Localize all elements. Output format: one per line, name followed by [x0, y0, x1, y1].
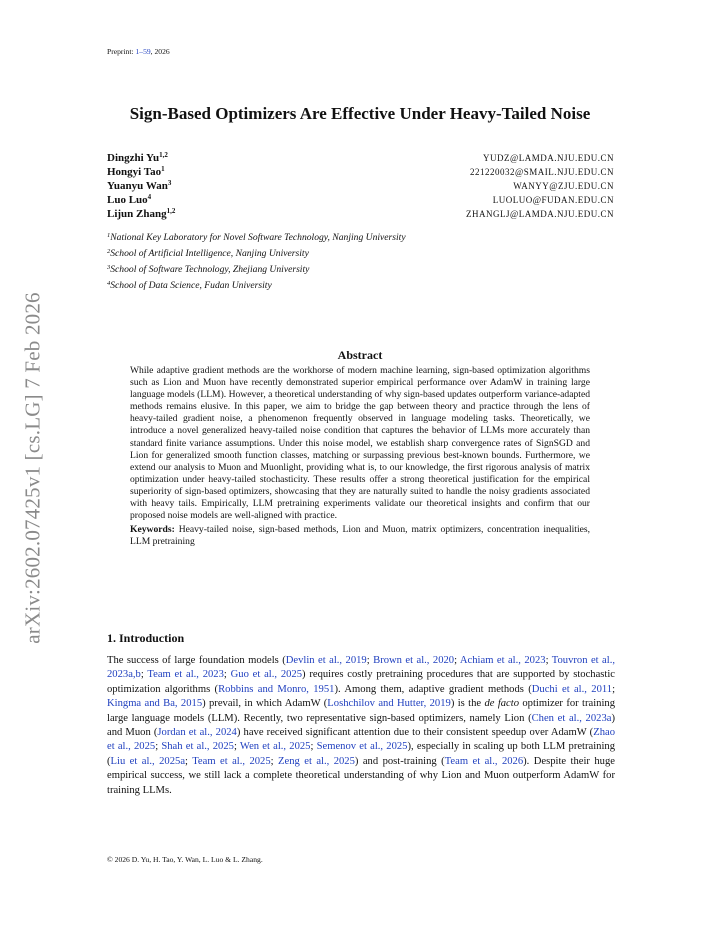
citation-link[interactable]: Team et al., 2026 — [444, 755, 524, 767]
citation-link[interactable]: Kingma and Ba, 2015 — [107, 698, 203, 710]
paragraph-text: ). Among them, adaptive gradient methods ( — [334, 683, 532, 695]
affiliation-line: $^1$National Key Laboratory for Novel Software Technology, Nanjing University — [107, 232, 406, 243]
abstract-text: While adaptive gradient methods are the workhorse of modern machine learning, sign-based optimization algorithms such as Lion and Muon have recently demonstrated superior empirical performance over AdamW in training large language models (LLM). However, a theoretical understanding of why sign-based updates outperform variance-adapted methods remains elusive. In this paper, we aim to bridge the gap between theory and practice through the lens of heavy-tailed gradient noise, a phenomenon frequently observed in language modeling tasks. Theoretically, we introduce a novel generalized heavy-tailed noise condition that captures the behavior of LLMs more accurately than standard finite variance assumptions. Under this noise model, we establish sharp convergence rates of SignSGD and Lion for generalized smooth function classes, matching or surpassing previous best-known bounds. Furthermore, we extend our analysis to Muon and Muonlight, providing what is, to our knowledge, the first rigorous analysis of matrix optimization under heavy-tailed stochasticity. These results offer a strong theoretical justification for the empirical superiority of sign-based optimizers, showcasing that they are naturally suited to handle the noisy gradients associated with heavy tails. Empirically, LLM pretraining experiments validate our theoretical insights and confirm that our proposed noise models are well-aligned with practice. — [130, 365, 590, 522]
citation-link[interactable]: Guo et al., 2025 — [230, 669, 303, 681]
citation-link[interactable]: Team et al., 2025 — [192, 755, 271, 767]
citation-link[interactable]: Shah et al., 2025 — [161, 741, 234, 753]
paragraph-text: The success of large foundation models ( — [107, 655, 286, 666]
citation-link[interactable]: Duchi et al., 2011 — [531, 683, 613, 695]
author-email[interactable]: LUOLUO@FUDAN.EDU.CN — [492, 195, 614, 205]
author-name: Yuanyu Wan$^3$ — [107, 179, 172, 192]
affiliation-line: $^3$School of Software Technology, Zhejiang University — [107, 264, 310, 275]
paragraph-text: ; — [270, 755, 279, 767]
keywords — [130, 524, 590, 548]
paragraph-text: ; — [155, 741, 162, 753]
citation-link[interactable]: Wen et al., 2025 — [239, 741, 311, 753]
citation-link[interactable]: Loshchilov and Hutter, 2019 — [327, 698, 451, 710]
affiliation-line: $^2$School of Artificial Intelligence, Nanjing University — [107, 248, 309, 259]
paragraph-text: ; — [545, 655, 552, 666]
emphasis-text: de facto — [484, 698, 519, 710]
citation-link[interactable]: Team et al., 2023 — [147, 669, 224, 681]
author-email[interactable]: YUDZ@LAMDA.NJU.EDU.CN — [482, 153, 614, 163]
keywords-label: Keywords: — [130, 524, 175, 536]
author-affiliation-marker: 3 — [167, 179, 172, 187]
pages-link[interactable]: 1–59 — [135, 47, 151, 56]
preprint-header — [107, 47, 170, 56]
preprint-label: Preprint: — [107, 47, 134, 56]
citation-link[interactable]: Devlin et al., 2019 — [285, 655, 367, 666]
author-affiliation-marker: 4 — [147, 193, 152, 201]
paragraph-text: ) requires costly pretraining procedures that are supported by stochastic optimization algorithms ( — [107, 669, 615, 695]
preprint-year: , 2026 — [150, 47, 170, 56]
abstract-heading: Abstract — [337, 348, 383, 362]
author-name: Luo Luo$^4$ — [107, 193, 152, 206]
arxiv-stamp-text[interactable]: arXiv:2602.07425v1 [cs.LG] 7 Feb 2026 — [20, 292, 45, 644]
author-name: Hongyi Tao$^1$ — [107, 165, 165, 178]
author-name: Lijun Zhang$^{1,2}$ — [107, 207, 176, 220]
author-affiliation-marker: 1,2 — [166, 207, 176, 215]
paragraph-text: ) have received significant attention due to their consistent speedup over AdamW ( — [236, 727, 594, 739]
paragraph-text: ; — [223, 669, 231, 681]
paragraph-text: ). Despite their huge empirical success, we still lack a complete theoretical understanding of why Lion and Muon outperform AdamW for training LLMs. — [107, 755, 615, 796]
paragraph-text: ; — [612, 683, 616, 695]
paragraph-text: ; — [185, 755, 193, 767]
author-affiliation-marker: 1,2 — [159, 151, 168, 159]
author-email[interactable]: ZHANGLJ@LAMDA.NJU.EDU.CN — [465, 209, 614, 219]
paragraph-text: ; — [366, 655, 374, 666]
introduction-paragraph — [107, 654, 615, 798]
author-name: Dingzhi Yu$^{1,2}$ — [107, 151, 168, 164]
paragraph-text: ; — [233, 741, 240, 753]
paragraph-text: ) is the — [450, 698, 485, 710]
abstract-section — [130, 365, 590, 548]
paragraph-text: ) and post-training ( — [354, 755, 445, 767]
paragraph-text: ; — [310, 741, 317, 753]
paragraph-text: ; — [454, 655, 460, 666]
affiliation-line: $^4$School of Data Science, Fudan University — [107, 280, 272, 291]
citation-link[interactable]: Zeng et al., 2025 — [278, 755, 355, 767]
citation-link[interactable]: Achiam et al., 2023 — [459, 655, 546, 666]
paragraph-text: ) and Muon ( — [107, 712, 615, 739]
citation-link[interactable]: Jordan et al., 2024 — [157, 727, 237, 739]
citation-link[interactable]: Chen et al., 2023a — [531, 712, 612, 724]
paragraph-text: optimizer for training large language models (LLM). Recently, two representative sign-based optimizers, namely Lion ( — [107, 698, 615, 724]
author-email[interactable]: WANYY@ZJU.EDU.CN — [513, 181, 614, 191]
author-email[interactable]: 221220032@SMAIL.NJU.EDU.CN — [469, 167, 614, 177]
citation-link[interactable]: Zhao et al., 2025 — [107, 727, 615, 753]
citation-link[interactable]: Semenov et al., 2025 — [316, 741, 408, 753]
section-heading-introduction: 1. Introduction — [107, 631, 185, 645]
paragraph-text: ; — [140, 669, 148, 681]
citation-link[interactable]: Brown et al., 2020 — [373, 655, 455, 666]
citation-link[interactable]: Liu et al., 2025a — [110, 755, 186, 767]
paper-title: Sign-Based Optimizers Are Effective Under Heavy-Tailed Noise — [129, 104, 591, 123]
citation-link[interactable]: Robbins and Monro, 1951 — [218, 683, 335, 695]
paragraph-text: ) prevail, in which AdamW ( — [202, 698, 328, 710]
copyright-footer: © 2026 D. Yu, H. Tao, Y. Wan, L. Luo & L. Zhang. — [107, 855, 263, 864]
citation-link[interactable]: Touvron et al., 2023a,b — [107, 655, 615, 681]
author-affiliation-marker: 1 — [161, 165, 165, 173]
keywords-text: Heavy-tailed noise, sign-based methods, Lion and Muon, matrix optimizers, concentration inequalities, LLM pretraining — [130, 524, 590, 548]
paragraph-text: ), especially in scaling up both LLM pretraining ( — [107, 741, 615, 767]
